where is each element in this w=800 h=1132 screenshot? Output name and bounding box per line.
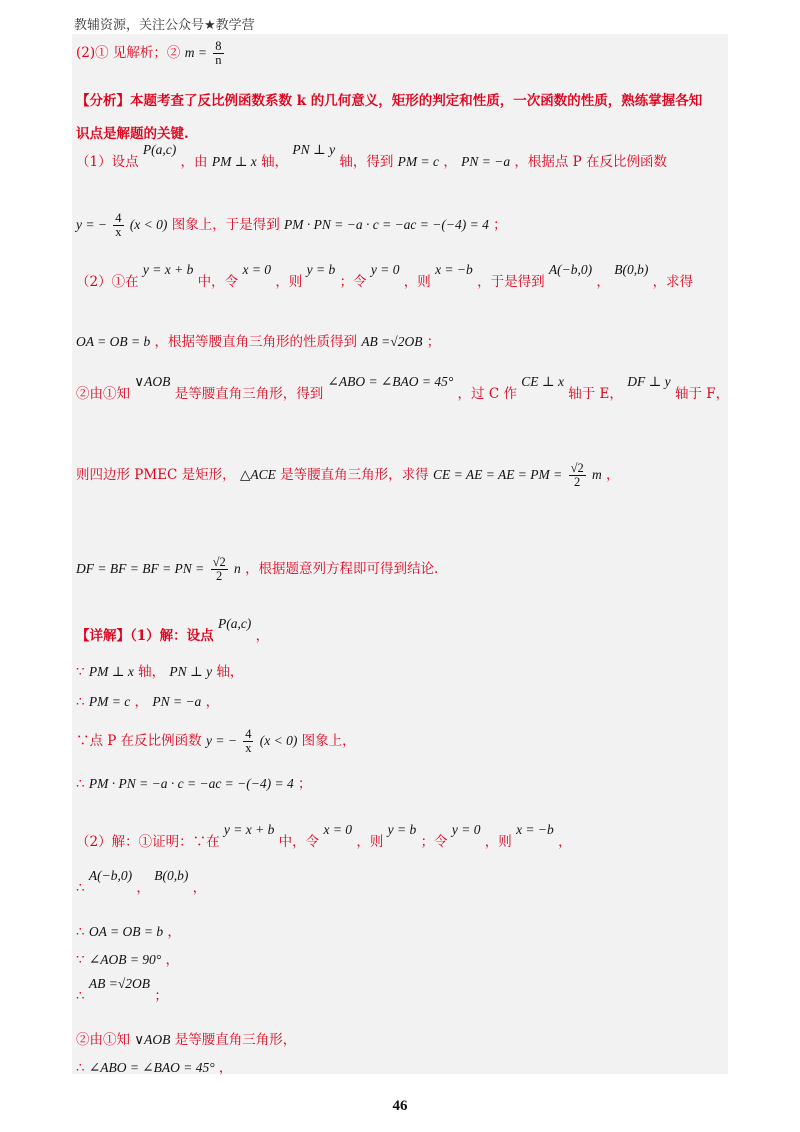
answer-label: (2)① 见解析；② bbox=[76, 45, 181, 61]
detail-line-9: ∵ ∠AOB = 90° ， bbox=[76, 952, 179, 968]
fraction-8-over-n: $\frac{8}{n}$ bbox=[215, 39, 222, 67]
analysis-step-2c: ②由①知 ∨AOB 是等腰直角三角形，得到 ∠ABO = ∠BAO = 45° ，过 C 作 CE ⊥ x 轴于 E， DF ⊥ y 轴于 F， bbox=[76, 374, 730, 402]
page-header: 教辅资源，关注公众号★教学营 bbox=[74, 18, 255, 33]
analysis-step-1b: y = − $\frac{4}{x}$ (x < 0) 图象上，于是得到 PM · PN = −a · c = −ac = −(−4) = 4 ； bbox=[76, 211, 507, 239]
detail-line-6: （2）解：①证明：∵在 y = x + b 中，令 x = 0 ，则 y = b ；令 y = 0 ，则 x = −b ， bbox=[76, 822, 572, 850]
detail-line-7: ∴ A(−b,0) ， B(0,b) ， bbox=[76, 868, 207, 896]
analysis-line-2: 识点是解题的关键. bbox=[76, 126, 189, 142]
analysis-step-1: （1）设点 P(a,c) ，由 PM ⊥ x 轴， PN ⊥ y 轴，得到 PM = c ， PN = −a ，根据点 P 在反比例函数 bbox=[76, 142, 668, 170]
detail-line-5: ∴ PM · PN = −a · c = −ac = −(−4) = 4 ； bbox=[76, 776, 312, 792]
answer-line bbox=[76, 40, 226, 67]
analysis-line-1: 【分析】本题考查了反比例函数系数 k 的几何意义，矩形的判定和性质，一次函数的性质，熟练掌握各知 bbox=[76, 93, 703, 109]
detail-line-4: ∵点 P 在反比例函数 y = − $\frac{4}{x}$ (x < 0) 图象上， bbox=[76, 727, 356, 755]
detail-line-11: ②由①知 ∨AOB 是等腰直角三角形， bbox=[76, 1032, 297, 1048]
detail-line-8: ∴ OA = OB = b ， bbox=[76, 924, 181, 940]
analysis-step-2e: DF = BF = BF = PN = $\frac{√2}{2}$ n ，根据题意列方程即可得到结论. bbox=[76, 555, 439, 583]
detail-line-2: ∵ PM ⊥ x 轴， PN ⊥ y 轴， bbox=[76, 664, 244, 680]
analysis-step-2d: 则四边形 PMEC 是矩形， △ACE 是等腰直角三角形，求得 CE = AE = AE = PM = $\frac{√2}{2}$ m ， bbox=[76, 461, 620, 489]
m-equals: m = bbox=[184, 45, 207, 60]
detail-line-12: ∴ ∠ABO = ∠BAO = 45° ， bbox=[76, 1060, 233, 1076]
detail-line-1: 【详解】（1）解：设点 P(a,c) ， bbox=[76, 616, 270, 644]
page-number: 46 bbox=[392, 1098, 408, 1114]
detail-line-10: ∴ AB =√2OB ； bbox=[76, 976, 168, 1004]
detail-line-3: ∴ PM = c ， PN = −a ， bbox=[76, 694, 220, 710]
analysis-step-2: （2）①在 y = x + b 中，令 x = 0 ，则 y = b ；令 y = 0 ，则 x = −b ，于是得到 A(−b,0) ， B(0,b) ，求得 bbox=[76, 262, 694, 290]
solution-panel bbox=[72, 34, 728, 1074]
point-p: P(a,c) bbox=[142, 142, 177, 157]
analysis-step-2b: OA = OB = b ，根据等腰直角三角形的性质得到 AB =√2OB ； bbox=[76, 334, 441, 350]
